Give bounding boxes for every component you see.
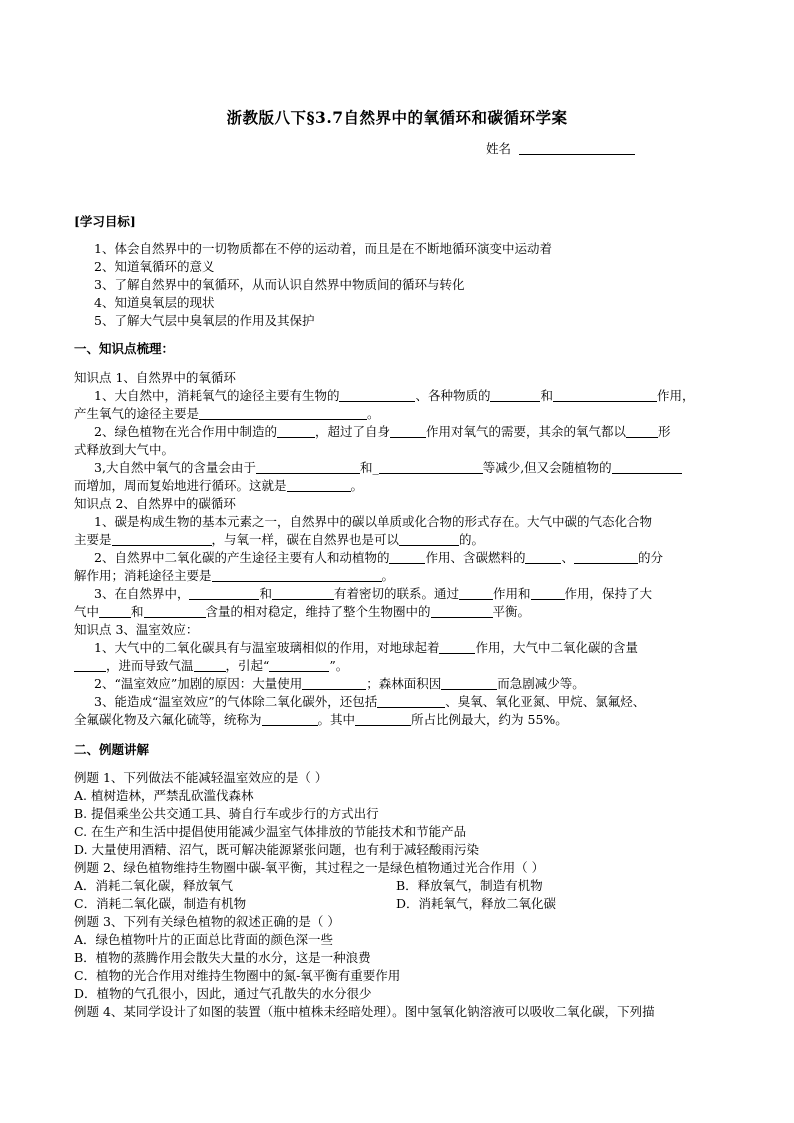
text: 解作用；消耗途径主要是 — [74, 568, 212, 583]
fill-blank — [390, 425, 426, 438]
example-1-option-b: B. 提倡乘坐公共交通工具、骑自行车或步行的方式出行 — [74, 806, 379, 821]
text: 1、大自然中，消耗氧气的途径主要有生物的 — [94, 388, 340, 403]
text: 的。 — [459, 532, 485, 547]
kp3-line1 — [94, 639, 638, 657]
example-2-option-d: D．消耗氧气，释放二氧化碳 — [396, 896, 557, 911]
text: 作用对氧气的需要，其余的氧气都以 — [425, 424, 626, 439]
text: 2、自然界中二氧化碳的产生途径主要有人和动植物的 — [94, 550, 390, 565]
kp3-line4 — [94, 693, 645, 711]
text: ，进而导致气温 — [106, 658, 194, 673]
objective-item: 3、了解自然界中的氧循环，从而认识自然界中物质间的循环与转化 — [94, 277, 465, 292]
fill-blank — [262, 713, 318, 726]
page-title: 浙教版八下§3.7自然界中的氧循环和碳循环学案 — [226, 108, 568, 127]
example-3-option-c: C．植物的光合作用对维持生物圈中的氮-氧平衡有重要作用 — [74, 968, 401, 983]
fill-blank — [287, 479, 351, 492]
text: 1、大气中的二氧化碳具有与温室玻璃相似的作用，对地球起着 — [94, 640, 440, 655]
fill-blank — [626, 425, 658, 438]
text: 3,大自然中氧气的含量会由于 — [94, 460, 256, 475]
text: 作用、含碳燃料的 — [425, 550, 526, 565]
text: 作用， — [657, 388, 695, 403]
objective-item: 4、知道臭氧层的现状 — [94, 295, 215, 310]
text: 。其中 — [317, 712, 356, 727]
kp3-line2 — [74, 657, 348, 675]
fill-blank — [212, 569, 382, 582]
example-3-option-a: A．绿色植物叶片的正面总比背面的颜色深一些 — [74, 932, 334, 947]
objectives-heading: [学习目标] — [74, 214, 136, 229]
text: 所占比例最大，约为 55%。 — [411, 712, 568, 727]
fill-blank — [612, 461, 682, 474]
kp3-title: 知识点 3、温室效应： — [74, 622, 199, 637]
fill-blank — [574, 551, 638, 564]
objective-item: 1、体会自然界中的一切物质都在不停的运动着，而且是在不断地循环演变中运动着 — [94, 241, 552, 256]
section2-heading: 二、例题讲解 — [74, 742, 150, 757]
kp1-line1 — [94, 387, 695, 405]
text: ；森林面积因 — [366, 676, 442, 691]
kp1-line2 — [74, 405, 380, 423]
text: 形 — [658, 424, 671, 439]
fill-blank — [531, 587, 565, 600]
kp1-line5 — [94, 459, 682, 477]
kp3-line3 — [94, 675, 585, 693]
text: 主要是 — [74, 532, 112, 547]
kp2-title: 知识点 2、自然界中的碳循环 — [74, 496, 236, 511]
kp3-line5 — [74, 711, 568, 729]
text: 。 — [350, 478, 364, 493]
example-1-option-c: C. 在生产和生活中提倡使用能减少温室气体排放的节能技术和节能产品 — [74, 824, 467, 839]
fill-blank — [389, 551, 425, 564]
text: 3、在自然界中， — [94, 586, 190, 601]
text: 有着密切的联系。通过 — [333, 586, 459, 601]
fill-blank — [272, 587, 334, 600]
fill-blank — [525, 551, 561, 564]
fill-blank — [194, 659, 226, 672]
text: 和 — [259, 586, 272, 601]
fill-blank — [459, 587, 493, 600]
kp2-line3 — [94, 549, 663, 567]
text: 平衡。 — [492, 604, 531, 619]
example-3-option-d: D．植物的气孔很小，因此，通过气孔散失的水分很少 — [74, 986, 372, 1001]
fill-blank — [99, 605, 131, 618]
text: 。 — [381, 568, 395, 583]
text: 。 — [367, 406, 380, 421]
text: 、各种物质的 — [415, 388, 491, 403]
example-1-option-a: A. 植树造林，严禁乱砍滥伐森林 — [74, 788, 254, 803]
text: 2、绿色植物在光合作用中制造的 — [94, 424, 277, 439]
fill-blank — [189, 587, 259, 600]
text: ”。 — [329, 658, 349, 673]
kp1-line3 — [94, 423, 671, 441]
kp1-line6 — [74, 477, 363, 495]
kp1-title: 知识点 1、自然界中的氧循环 — [74, 370, 236, 385]
name-blank — [519, 142, 635, 155]
text: 产生氧气的途径主要是 — [74, 406, 200, 421]
text: 而急剧减少等。 — [497, 676, 585, 691]
fill-blank — [269, 659, 329, 672]
example-2-option-a: A．消耗二氧化碳，释放氧气 — [74, 878, 234, 893]
fill-blank — [439, 641, 475, 654]
kp2-line1: 1、碳是构成生物的基本元素之一，自然界中的碳以单质或化合物的形式存在。大气中碳的气态化合物 — [94, 514, 652, 529]
fill-blank — [553, 389, 657, 402]
text: ，与氧一样，碳在自然界也是可以 — [211, 532, 400, 547]
name-field — [486, 139, 635, 157]
fill-blank — [277, 425, 315, 438]
fill-blank — [302, 677, 366, 690]
kp2-line2 — [74, 531, 484, 549]
section1-heading: 一、知识点梳理： — [74, 341, 175, 356]
fill-blank — [355, 713, 411, 726]
fill-blank — [490, 389, 540, 402]
kp2-line4 — [74, 567, 394, 585]
objective-item: 5、了解大气层中臭氧层的作用及其保护 — [94, 313, 315, 328]
text: ，超过了自身 — [314, 424, 390, 439]
fill-blank — [431, 605, 493, 618]
example-3-option-b: B．植物的蒸腾作用会散失大量的水分，这是一种浪费 — [74, 950, 371, 965]
text: 而增加，周而复始地进行循环。这就是 — [74, 478, 287, 493]
fill-blank — [399, 533, 459, 546]
fill-blank — [256, 461, 360, 474]
text: 和 — [131, 604, 144, 619]
fill-blank — [74, 659, 106, 672]
text: 、 — [561, 550, 574, 565]
text: 2、“温室效应”加剧的原因：大量使用 — [94, 676, 303, 691]
kp2-line5 — [94, 585, 652, 603]
example-2-question: 例题 2、绿色植物维持生物圈中碳-氧平衡，其过程之一是绿色植物通过光合作用（ ） — [74, 860, 545, 875]
fill-blank — [339, 389, 415, 402]
example-3-question: 例题 3、下列有关绿色植物的叙述正确的是（ ） — [74, 914, 340, 929]
kp1-line4: 式释放到大气中。 — [74, 442, 175, 457]
fill-blank — [379, 461, 483, 474]
text: ，引起“ — [225, 658, 270, 673]
fill-blank — [199, 407, 367, 420]
example-4-question: 例题 4、某同学设计了如图的装置（瓶中植株未经暗处理）。图中氢氧化钠溶液可以吸收二氧化碳，下列描 — [74, 1004, 655, 1019]
fill-blank — [144, 605, 206, 618]
text: 3、能造成“温室效应”的气体除二氧化碳外，还包括 — [94, 694, 378, 709]
text: 气中 — [74, 604, 100, 619]
text: 等减少,但又会随植物的 — [482, 460, 612, 475]
example-2-option-b: B．释放氧气，制造有机物 — [396, 878, 543, 893]
text: 全氟碳化物及六氟化硫等，统称为 — [74, 712, 262, 727]
text: 和 — [540, 388, 553, 403]
text: 的分 — [638, 550, 664, 565]
text: 作用和 — [493, 586, 531, 601]
example-1-option-d: D. 大量使用酒精、沼气，既可解决能源紧张问题，也有利于减轻酸雨污染 — [74, 842, 480, 857]
text: 和_ — [359, 460, 379, 475]
example-1-question: 例题 1、下列做法不能减轻温室效应的是（ ） — [74, 770, 328, 785]
fill-blank — [112, 533, 212, 546]
name-label: 姓名 — [486, 141, 512, 156]
text: 作用，大气中二氧化碳的含量 — [475, 640, 638, 655]
text: 、臭氧、氧化亚氮、甲烷、氯氟烃、 — [445, 694, 646, 709]
objective-item: 2、知道氧循环的意义 — [94, 259, 215, 274]
fill-blank — [441, 677, 497, 690]
example-2-option-c: C．消耗二氧化碳，制造有机物 — [74, 896, 247, 911]
text: 作用，保持了大 — [564, 586, 653, 601]
kp2-line6 — [74, 603, 530, 621]
text: 含量的相对稳定，维持了整个生物圈中的 — [205, 604, 431, 619]
fill-blank — [377, 695, 445, 708]
